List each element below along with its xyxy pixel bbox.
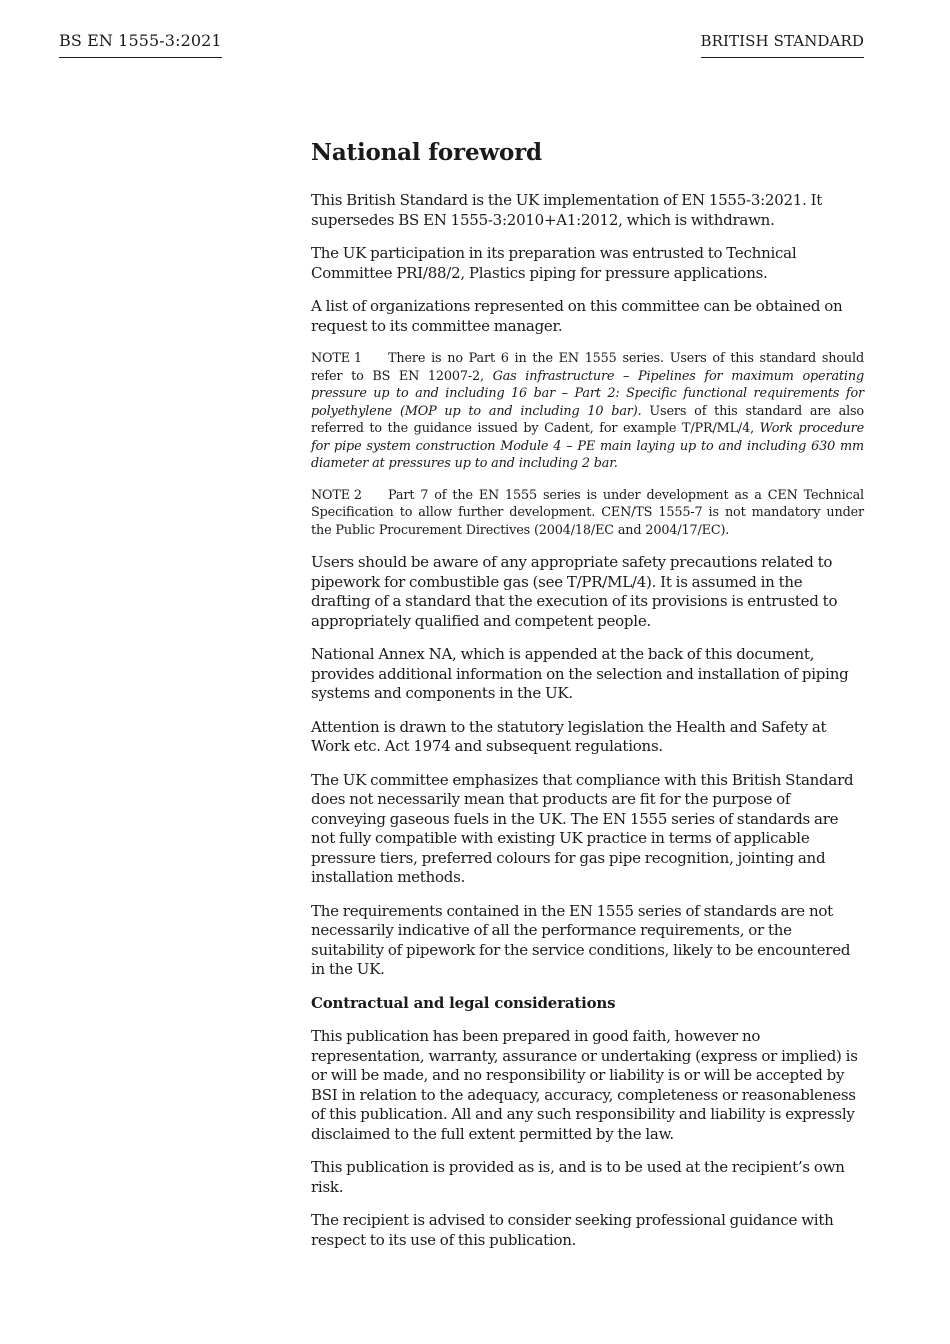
document-id-header: BS EN 1555-3:2021 (59, 31, 222, 58)
paragraph-as-is: This publication is provided as is, and is to be used at the recipient’s own risk. (311, 1158, 845, 1196)
paragraph-compliance: The UK committee emphasizes that compliance with this British Standard does not necessarily mean that products are fit for the purpose of conveying gaseous fuels in the UK. The EN 1555 series of standards are not fully compatible with existing UK practice in terms of applicable pressure tiers, preferred colours for gas pipe recognition, jointing and installation methods. (311, 770, 854, 886)
paragraph-safety: Users should be aware of any appropriate safety precautions related to pipework for combustible gas (see T/PR/ML/4). It is assumed in the drafting of a standard that the execution of its provisions is entrusted to appropriately qualified and competent people. (311, 553, 838, 630)
paragraph-organizations: A list of organizations represented on this committee can be obtained on request to its committee manager. (311, 297, 843, 335)
note-1-italic-b: Work procedure for pipe system construction Module 4 – PE main laying up to and including 630 mm diameter at pressures up to and including 2 bar. (311, 421, 864, 471)
subheading-contractual: Contractual and legal considerations (311, 993, 616, 1012)
note-1-text-a: There is no Part 6 in the EN 1555 series. Users of this standard should refer to BS EN 12007-2, (311, 351, 864, 384)
note-1 (311, 350, 864, 473)
foreword-section (311, 138, 864, 1264)
paragraph-legislation: Attention is drawn to the statutory legislation the Health and Safety at Work etc. Act 1974 and subsequent regulations. (311, 717, 827, 755)
note-2 (311, 487, 864, 540)
paragraph-committee: The UK participation in its preparation was entrusted to Technical Committee PRI/88/2, Plastics piping for pressure applications. (311, 244, 797, 282)
note-2-label: NOTE 2 (311, 487, 362, 503)
paragraph-good-faith: This publication has been prepared in good faith, however no representation, warranty, assurance or undertaking (express or implied) is or will be made, and no responsibility or liability is or will be accepted by BSI in relation to the adequacy, accuracy, completeness or reasonableness of this publication. All and any such responsibility and liability is expressly disclaimed to the full extent permitted by the law. (311, 1027, 858, 1143)
paragraph-requirements: The requirements contained in the EN 1555 series of standards are not necessarily indicative of all the performance requirements, or the suitability of pipework for the service conditions, likely to be encountered in the UK. (311, 901, 851, 978)
paragraph-national-annex: National Annex NA, which is appended at the back of this document, provides additional information on the selection and installation of piping systems and components in the UK. (311, 645, 849, 702)
standard-type-header: BRITISH STANDARD (701, 31, 865, 58)
note-1-italic-a: Gas infrastructure – Pipelines for maximum operating pressure up to and including 16 bar – Part 2: Specific functional requirements for polyethylene (MOP up to and including 10 bar). (311, 368, 864, 419)
paragraph-guidance: The recipient is advised to consider seeking professional guidance with respect to its use of this publication. (311, 1211, 834, 1249)
paragraph-implementation: This British Standard is the UK implementation of EN 1555-3:2021. It supersedes BS EN 1555-3:2010+A1:2012, which is withdrawn. (311, 191, 823, 229)
note-1-text-b: Users of this standard are also referred to the guidance issued by Cadent, for example T/PR/ML/4, (311, 403, 864, 436)
note-2-text: Part 7 of the EN 1555 series is under development as a CEN Technical Specification to allow further development. CEN/TS 1555-7 is not mandatory under the Public Procurement Directives (2004/18/EC and 2004/17/EC). (311, 487, 864, 538)
note-1-label: NOTE 1 (311, 351, 362, 366)
page-title: National foreword (311, 139, 542, 166)
